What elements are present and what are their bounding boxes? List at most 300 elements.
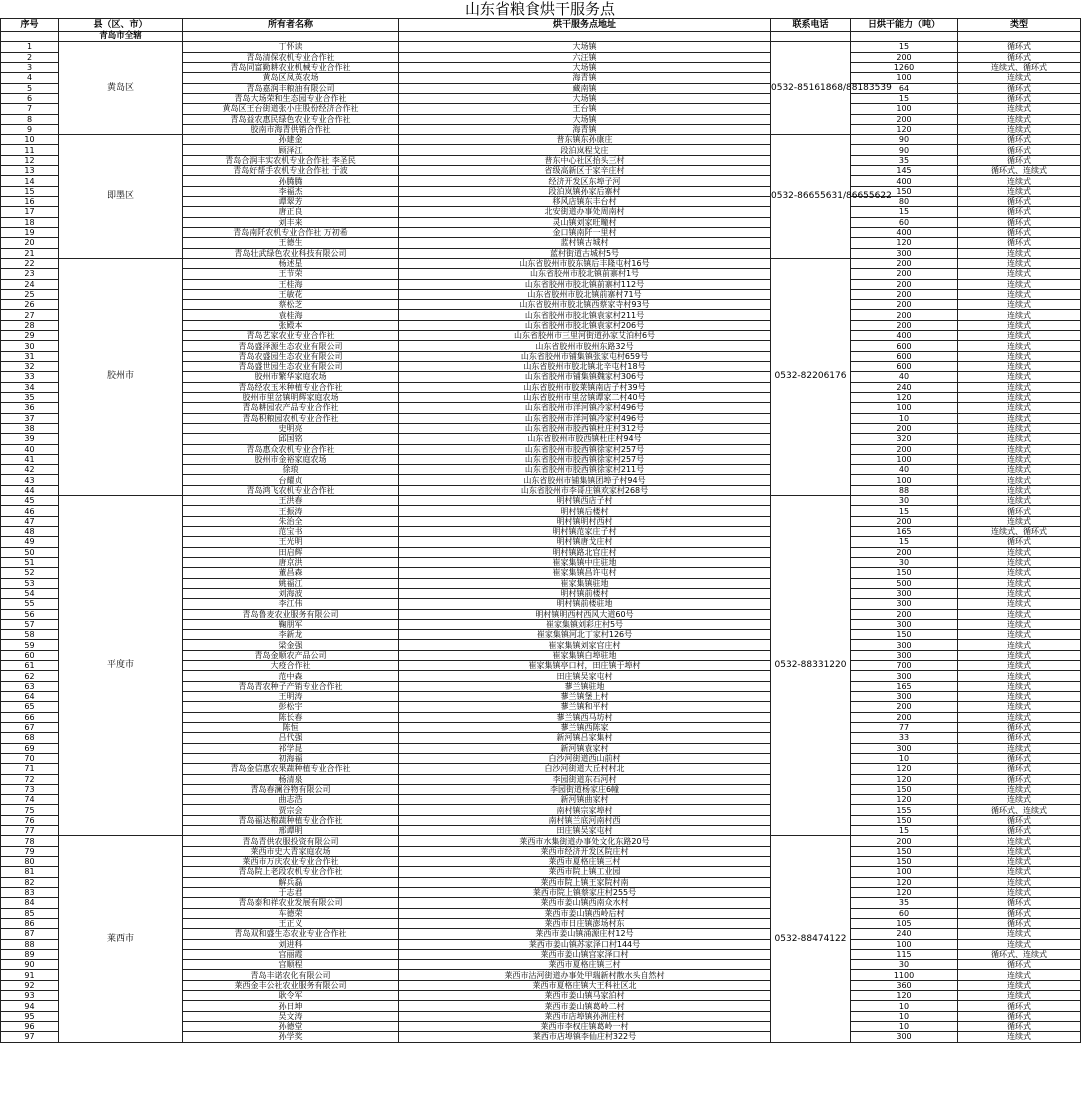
row-capacity: 64 bbox=[851, 83, 958, 93]
row-type: 连续式 bbox=[958, 382, 1081, 392]
header-row bbox=[1, 19, 1081, 32]
row-capacity: 600 bbox=[851, 341, 958, 351]
row-address: 莱西市姜山镇西岭后村 bbox=[399, 908, 771, 918]
row-address: 莱西市院上镇王家院村南 bbox=[399, 877, 771, 887]
row-capacity: 35 bbox=[851, 898, 958, 908]
row-owner: 蔡松芝 bbox=[183, 300, 399, 310]
row-capacity: 200 bbox=[851, 279, 958, 289]
row-address: 白沙河街道西山前村 bbox=[399, 753, 771, 763]
row-capacity: 300 bbox=[851, 640, 958, 650]
row-seq: 8 bbox=[1, 114, 59, 124]
row-owner: 王德生 bbox=[183, 238, 399, 248]
row-owner: 徐琅 bbox=[183, 465, 399, 475]
row-seq: 81 bbox=[1, 867, 59, 877]
row-capacity: 400 bbox=[851, 331, 958, 341]
row-owner: 王节荣 bbox=[183, 269, 399, 279]
row-capacity: 15 bbox=[851, 207, 958, 217]
row-type: 连续式 bbox=[958, 857, 1081, 867]
row-owner: 刘进科 bbox=[183, 939, 399, 949]
row-type: 连续式 bbox=[958, 867, 1081, 877]
row-capacity: 15 bbox=[851, 537, 958, 547]
table-row bbox=[1, 836, 1081, 846]
row-owner: 顾泽江 bbox=[183, 145, 399, 155]
row-type: 连续式 bbox=[958, 269, 1081, 279]
row-capacity: 300 bbox=[851, 619, 958, 629]
row-type: 循环式 bbox=[958, 722, 1081, 732]
row-type: 连续式 bbox=[958, 836, 1081, 846]
row-address: 大场镇 bbox=[399, 62, 771, 72]
row-seq: 54 bbox=[1, 588, 59, 598]
row-owner: 范宝书 bbox=[183, 527, 399, 537]
row-owner: 莱西市史大青家庭农场 bbox=[183, 846, 399, 856]
row-seq: 30 bbox=[1, 341, 59, 351]
row-owner: 青岛积粮园农机专业合作社 bbox=[183, 413, 399, 423]
row-seq: 93 bbox=[1, 991, 59, 1001]
row-owner: 吕代强 bbox=[183, 733, 399, 743]
row-owner: 王敏花 bbox=[183, 289, 399, 299]
row-seq: 17 bbox=[1, 207, 59, 217]
row-seq: 70 bbox=[1, 753, 59, 763]
row-seq: 82 bbox=[1, 877, 59, 887]
district-cell: 平度市 bbox=[59, 496, 183, 836]
row-capacity: 10 bbox=[851, 1001, 958, 1011]
row-capacity: 10 bbox=[851, 413, 958, 423]
district-cell: 胶州市 bbox=[59, 258, 183, 495]
row-capacity: 40 bbox=[851, 465, 958, 475]
row-owner: 青岛福达粮蔬种植专业合作社 bbox=[183, 815, 399, 825]
row-capacity: 100 bbox=[851, 403, 958, 413]
row-capacity: 200 bbox=[851, 300, 958, 310]
row-seq: 90 bbox=[1, 960, 59, 970]
row-address: 莱西市经济开发区院庄村 bbox=[399, 846, 771, 856]
row-seq: 35 bbox=[1, 392, 59, 402]
row-address: 明村镇路北官庄村 bbox=[399, 547, 771, 557]
row-type: 循环式 bbox=[958, 898, 1081, 908]
row-type: 连续式 bbox=[958, 692, 1081, 702]
row-seq: 18 bbox=[1, 217, 59, 227]
row-address: 山东省胶州市里岔镇谭家二村40号 bbox=[399, 392, 771, 402]
row-owner: 祁学昆 bbox=[183, 743, 399, 753]
row-seq: 10 bbox=[1, 135, 59, 145]
row-owner: 鞠朋军 bbox=[183, 619, 399, 629]
row-address: 山东省胶州市胶西镇徐家村257号 bbox=[399, 444, 771, 454]
row-type: 连续式、循环式 bbox=[958, 527, 1081, 537]
row-owner: 李江伟 bbox=[183, 599, 399, 609]
row-address: 莱西市水集街道办事处文化东路20号 bbox=[399, 836, 771, 846]
row-seq: 48 bbox=[1, 527, 59, 537]
row-address: 明村镇明村西村 bbox=[399, 516, 771, 526]
row-owner: 莱西金丰公社农业服务有限公司 bbox=[183, 980, 399, 990]
row-seq: 1 bbox=[1, 42, 59, 52]
row-address: 莱西市姜山镇涌源庄村12号 bbox=[399, 929, 771, 939]
row-address: 山东省胶州市洋河镇冷家村496号 bbox=[399, 403, 771, 413]
row-owner: 青岛大场荣和生态园专业合作社 bbox=[183, 93, 399, 103]
row-type: 循环式 bbox=[958, 733, 1081, 743]
row-seq: 12 bbox=[1, 155, 59, 165]
row-seq: 7 bbox=[1, 104, 59, 114]
row-owner: 孙德堂 bbox=[183, 1022, 399, 1032]
row-owner: 青岛南阡农机专业合作社 万初希 bbox=[183, 227, 399, 237]
row-capacity: 105 bbox=[851, 918, 958, 928]
row-owner: 青岛惠众农机专业合作社 bbox=[183, 444, 399, 454]
row-type: 循环式 bbox=[958, 42, 1081, 52]
phone-cell: 0532-88331220 bbox=[771, 496, 851, 836]
row-seq: 80 bbox=[1, 857, 59, 867]
row-capacity: 240 bbox=[851, 929, 958, 939]
row-type: 连续式 bbox=[958, 258, 1081, 268]
row-type: 连续式 bbox=[958, 939, 1081, 949]
row-seq: 95 bbox=[1, 1011, 59, 1021]
row-owner: 刘丰来 bbox=[183, 217, 399, 227]
row-capacity: 200 bbox=[851, 444, 958, 454]
row-owner: 董昌森 bbox=[183, 568, 399, 578]
row-seq: 92 bbox=[1, 980, 59, 990]
row-capacity: 115 bbox=[851, 949, 958, 959]
row-capacity: 165 bbox=[851, 681, 958, 691]
row-owner: 吴文涛 bbox=[183, 1011, 399, 1021]
row-seq: 58 bbox=[1, 630, 59, 640]
row-address: 田庄镇吴家屯村 bbox=[399, 671, 771, 681]
row-owner: 宫顺程 bbox=[183, 960, 399, 970]
row-capacity: 150 bbox=[851, 846, 958, 856]
row-seq: 11 bbox=[1, 145, 59, 155]
row-seq: 29 bbox=[1, 331, 59, 341]
row-capacity: 15 bbox=[851, 42, 958, 52]
row-address: 莱西市院上镇工业园 bbox=[399, 867, 771, 877]
table-row bbox=[1, 496, 1081, 506]
row-address: 省级高新区于家辛庄村 bbox=[399, 166, 771, 176]
row-seq: 56 bbox=[1, 609, 59, 619]
row-type: 循环式 bbox=[958, 918, 1081, 928]
row-seq: 44 bbox=[1, 485, 59, 495]
row-type: 连续式 bbox=[958, 846, 1081, 856]
row-seq: 21 bbox=[1, 248, 59, 258]
row-capacity: 120 bbox=[851, 887, 958, 897]
row-owner: 青岛清保农机专业合作社 bbox=[183, 52, 399, 62]
page-title: 山东省粮食烘干服务点 bbox=[464, 0, 615, 18]
row-address: 北安街道办事处周南村 bbox=[399, 207, 771, 217]
row-capacity: 300 bbox=[851, 692, 958, 702]
row-address: 蓼兰镇西陈家 bbox=[399, 722, 771, 732]
row-type: 连续式 bbox=[958, 578, 1081, 588]
row-seq: 74 bbox=[1, 795, 59, 805]
row-owner: 宫丽霞 bbox=[183, 949, 399, 959]
row-owner: 孙日坤 bbox=[183, 1001, 399, 1011]
row-capacity: 120 bbox=[851, 774, 958, 784]
row-capacity: 200 bbox=[851, 114, 958, 124]
row-type: 循环式 bbox=[958, 1011, 1081, 1021]
row-capacity: 1260 bbox=[851, 62, 958, 72]
row-seq: 71 bbox=[1, 764, 59, 774]
row-owner: 青岛艺家农业专业合作社 bbox=[183, 331, 399, 341]
phone-cell: 0532-86655631/86655622 bbox=[771, 135, 851, 259]
row-seq: 9 bbox=[1, 124, 59, 134]
row-address: 金口镇南阡一里村 bbox=[399, 227, 771, 237]
row-owner: 黄岛区王台街道张小庄股份经济合作社 bbox=[183, 104, 399, 114]
row-owner: 青岛壮武绿色农业科技有限公司 bbox=[183, 248, 399, 258]
row-capacity: 300 bbox=[851, 650, 958, 660]
row-seq: 97 bbox=[1, 1032, 59, 1042]
row-owner: 王正义 bbox=[183, 918, 399, 928]
row-capacity: 15 bbox=[851, 93, 958, 103]
row-capacity: 120 bbox=[851, 238, 958, 248]
row-type: 连续式 bbox=[958, 557, 1081, 567]
row-capacity: 200 bbox=[851, 609, 958, 619]
row-capacity: 100 bbox=[851, 454, 958, 464]
row-owner: 青岛丰诺农化有限公司 bbox=[183, 970, 399, 980]
row-type: 连续式 bbox=[958, 547, 1081, 557]
row-capacity: 300 bbox=[851, 599, 958, 609]
row-address: 蓼兰镇驻地 bbox=[399, 681, 771, 691]
row-seq: 41 bbox=[1, 454, 59, 464]
row-seq: 85 bbox=[1, 908, 59, 918]
row-type: 连续式 bbox=[958, 661, 1081, 671]
row-seq: 2 bbox=[1, 52, 59, 62]
row-capacity: 200 bbox=[851, 289, 958, 299]
row-owner: 梁金强 bbox=[183, 640, 399, 650]
row-owner: 黄岛区凤英农场 bbox=[183, 73, 399, 83]
table-row bbox=[1, 258, 1081, 268]
row-type: 循环式 bbox=[958, 145, 1081, 155]
row-seq: 72 bbox=[1, 774, 59, 784]
row-owner: 田启辉 bbox=[183, 547, 399, 557]
row-capacity: 88 bbox=[851, 485, 958, 495]
header-owner: 所有者名称 bbox=[183, 19, 399, 32]
row-owner: 刘海波 bbox=[183, 588, 399, 598]
row-address: 莱西市夏格庄镇大王科社区北 bbox=[399, 980, 771, 990]
row-capacity: 90 bbox=[851, 145, 958, 155]
row-address: 山东省胶州市胶州东路32号 bbox=[399, 341, 771, 351]
row-capacity: 30 bbox=[851, 557, 958, 567]
row-type: 循环式 bbox=[958, 1022, 1081, 1032]
row-seq: 49 bbox=[1, 537, 59, 547]
row-seq: 88 bbox=[1, 939, 59, 949]
row-type: 连续式、循环式 bbox=[958, 62, 1081, 72]
row-type: 连续式 bbox=[958, 176, 1081, 186]
row-address: 明村镇唐戈庄村 bbox=[399, 537, 771, 547]
table-row bbox=[1, 42, 1081, 52]
row-capacity: 500 bbox=[851, 578, 958, 588]
row-type: 连续式 bbox=[958, 1032, 1081, 1042]
row-type: 连续式 bbox=[958, 980, 1081, 990]
row-capacity: 120 bbox=[851, 991, 958, 1001]
row-address: 山东省胶州市胶西镇杜庄村94号 bbox=[399, 434, 771, 444]
header-phone: 联系电话 bbox=[771, 19, 851, 32]
row-type: 连续式 bbox=[958, 248, 1081, 258]
row-seq: 47 bbox=[1, 516, 59, 526]
row-address: 海青镇 bbox=[399, 124, 771, 134]
row-type: 连续式 bbox=[958, 671, 1081, 681]
row-type: 连续式 bbox=[958, 124, 1081, 134]
row-owner: 车德荣 bbox=[183, 908, 399, 918]
district-cell: 黄岛区 bbox=[59, 42, 183, 135]
row-seq: 77 bbox=[1, 826, 59, 836]
row-owner: 莱西市万庆农业专业合作社 bbox=[183, 857, 399, 867]
row-capacity: 200 bbox=[851, 258, 958, 268]
row-owner: 青岛金顺农产品公司 bbox=[183, 650, 399, 660]
row-address: 山东省胶州市铺集镇魏家村306号 bbox=[399, 372, 771, 382]
row-type: 连续式 bbox=[958, 392, 1081, 402]
row-type: 连续式 bbox=[958, 516, 1081, 526]
row-seq: 45 bbox=[1, 496, 59, 506]
row-seq: 20 bbox=[1, 238, 59, 248]
row-seq: 53 bbox=[1, 578, 59, 588]
row-type: 连续式 bbox=[958, 444, 1081, 454]
row-address: 山东省胶州市胶莱镇南店子村39号 bbox=[399, 382, 771, 392]
row-address: 山东省胶州市胶北镇袁家村211号 bbox=[399, 310, 771, 320]
row-capacity: 10 bbox=[851, 753, 958, 763]
row-address: 崔家集镇河北丁家村126号 bbox=[399, 630, 771, 640]
row-owner: 邢谭明 bbox=[183, 826, 399, 836]
row-type: 循环式 bbox=[958, 753, 1081, 763]
row-seq: 25 bbox=[1, 289, 59, 299]
row-capacity: 300 bbox=[851, 743, 958, 753]
row-capacity: 300 bbox=[851, 671, 958, 681]
row-type: 循环式 bbox=[958, 238, 1081, 248]
row-owner: 胶南市海青供销合作社 bbox=[183, 124, 399, 134]
row-capacity: 150 bbox=[851, 857, 958, 867]
row-type: 连续式 bbox=[958, 423, 1081, 433]
row-seq: 60 bbox=[1, 650, 59, 660]
row-owner: 彭松宇 bbox=[183, 702, 399, 712]
row-type: 连续式 bbox=[958, 320, 1081, 330]
row-owner: 孙腾腾 bbox=[183, 176, 399, 186]
row-address: 大场镇 bbox=[399, 114, 771, 124]
row-seq: 96 bbox=[1, 1022, 59, 1032]
row-type: 连续式 bbox=[958, 104, 1081, 114]
row-owner: 邱国铭 bbox=[183, 434, 399, 444]
row-address: 新河镇吕家集村 bbox=[399, 733, 771, 743]
row-seq: 83 bbox=[1, 887, 59, 897]
row-capacity: 200 bbox=[851, 712, 958, 722]
row-type: 连续式 bbox=[958, 413, 1081, 423]
row-address: 山东省胶州市胶北镇北辛屯村18号 bbox=[399, 362, 771, 372]
row-type: 连续式 bbox=[958, 372, 1081, 382]
row-capacity: 120 bbox=[851, 392, 958, 402]
row-seq: 57 bbox=[1, 619, 59, 629]
row-seq: 19 bbox=[1, 227, 59, 237]
row-address: 山东省胶州市胶西镇徐家村211号 bbox=[399, 465, 771, 475]
row-seq: 67 bbox=[1, 722, 59, 732]
row-address: 明村镇西店子村 bbox=[399, 496, 771, 506]
row-address: 莱西市日庄镇澎场村东 bbox=[399, 918, 771, 928]
row-owner: 陈恒 bbox=[183, 722, 399, 732]
row-capacity: 100 bbox=[851, 867, 958, 877]
row-capacity: 150 bbox=[851, 784, 958, 794]
row-owner: 杨述星 bbox=[183, 258, 399, 268]
row-address: 山东省胶州市铺集镇张家屯村659号 bbox=[399, 351, 771, 361]
row-capacity: 155 bbox=[851, 805, 958, 815]
row-capacity: 600 bbox=[851, 351, 958, 361]
row-capacity: 150 bbox=[851, 815, 958, 825]
row-seq: 24 bbox=[1, 279, 59, 289]
row-address: 田庄镇吴家屯村 bbox=[399, 826, 771, 836]
row-address: 莱西市姜山镇苏家泽口村144号 bbox=[399, 939, 771, 949]
row-capacity: 30 bbox=[851, 496, 958, 506]
row-owner: 耿令军 bbox=[183, 991, 399, 1001]
row-seq: 52 bbox=[1, 568, 59, 578]
row-address: 普东中心社区抬头三村 bbox=[399, 155, 771, 165]
row-address: 崔家集镇中庄驻地 bbox=[399, 557, 771, 567]
row-type: 循环式、连续式 bbox=[958, 805, 1081, 815]
row-owner: 青岛同富勤耕农业机械专业合作社 bbox=[183, 62, 399, 72]
row-type: 循环式 bbox=[958, 197, 1081, 207]
table-row bbox=[1, 135, 1081, 145]
row-seq: 64 bbox=[1, 692, 59, 702]
row-type: 连续式 bbox=[958, 619, 1081, 629]
row-owner: 张殿本 bbox=[183, 320, 399, 330]
row-capacity: 77 bbox=[851, 722, 958, 732]
row-capacity: 10 bbox=[851, 1011, 958, 1021]
row-address: 莱西市姜山镇西南众水村 bbox=[399, 898, 771, 908]
row-address: 南村镇兰底河南村西 bbox=[399, 815, 771, 825]
row-type: 循环式 bbox=[958, 207, 1081, 217]
row-type: 连续式 bbox=[958, 795, 1081, 805]
row-capacity: 200 bbox=[851, 702, 958, 712]
row-address: 王台镇 bbox=[399, 104, 771, 114]
row-seq: 89 bbox=[1, 949, 59, 959]
row-type: 连续式 bbox=[958, 496, 1081, 506]
row-address: 崔家集镇亭口村，田庄镇于埠村 bbox=[399, 661, 771, 671]
row-capacity: 100 bbox=[851, 104, 958, 114]
row-seq: 31 bbox=[1, 351, 59, 361]
row-type: 连续式 bbox=[958, 73, 1081, 83]
row-capacity: 120 bbox=[851, 795, 958, 805]
row-type: 循环式 bbox=[958, 774, 1081, 784]
row-type: 连续式 bbox=[958, 279, 1081, 289]
row-address: 山东省胶州市铺集镇团埠子村94号 bbox=[399, 475, 771, 485]
row-capacity: 120 bbox=[851, 124, 958, 134]
row-capacity: 300 bbox=[851, 588, 958, 598]
row-owner: 王明涛 bbox=[183, 692, 399, 702]
row-address: 段泊岚程戈庄 bbox=[399, 145, 771, 155]
row-owner: 青岛益农惠民绿色农业专业合作社 bbox=[183, 114, 399, 124]
row-address: 南村镇宗家埠村 bbox=[399, 805, 771, 815]
row-seq: 40 bbox=[1, 444, 59, 454]
row-capacity: 360 bbox=[851, 980, 958, 990]
row-address: 山东省胶州市洋河镇冷家村496号 bbox=[399, 413, 771, 423]
row-seq: 78 bbox=[1, 836, 59, 846]
row-seq: 34 bbox=[1, 382, 59, 392]
row-type: 连续式 bbox=[958, 588, 1081, 598]
row-seq: 65 bbox=[1, 702, 59, 712]
row-seq: 62 bbox=[1, 671, 59, 681]
row-seq: 33 bbox=[1, 372, 59, 382]
row-type: 循环式 bbox=[958, 537, 1081, 547]
row-capacity: 30 bbox=[851, 960, 958, 970]
row-capacity: 60 bbox=[851, 217, 958, 227]
row-address: 六汪镇 bbox=[399, 52, 771, 62]
row-seq: 61 bbox=[1, 661, 59, 671]
row-capacity: 80 bbox=[851, 197, 958, 207]
row-address: 莱西市店埠镇李仙庄村322号 bbox=[399, 1032, 771, 1042]
row-address: 李园街道杨家庄6幢 bbox=[399, 784, 771, 794]
row-owner: 袁桂海 bbox=[183, 310, 399, 320]
row-owner: 胶州市金裕家庭农场 bbox=[183, 454, 399, 464]
row-address: 山东省胶州市胶北镇西蔡家寺村93号 bbox=[399, 300, 771, 310]
row-type: 循环式 bbox=[958, 908, 1081, 918]
phone-cell: 0532-85161868/88183539 bbox=[771, 42, 851, 135]
row-address: 新河镇曲家村 bbox=[399, 795, 771, 805]
row-capacity: 200 bbox=[851, 547, 958, 557]
row-type: 循环式 bbox=[958, 960, 1081, 970]
row-address: 蓼兰镇西马坊村 bbox=[399, 712, 771, 722]
row-owner: 解兵磊 bbox=[183, 877, 399, 887]
row-address: 经济开发区东埠子河 bbox=[399, 176, 771, 186]
row-capacity: 150 bbox=[851, 630, 958, 640]
row-type: 连续式 bbox=[958, 289, 1081, 299]
row-type: 连续式 bbox=[958, 681, 1081, 691]
